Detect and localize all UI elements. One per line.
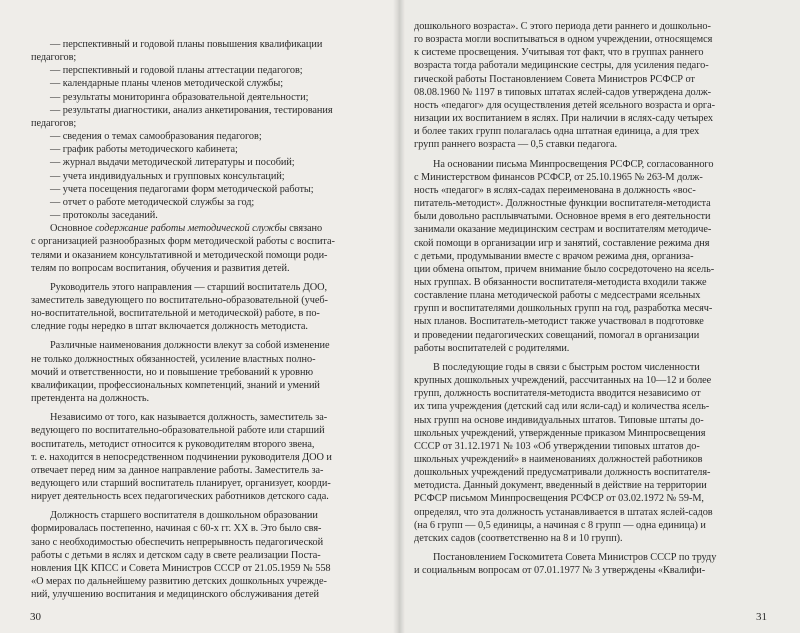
right-page (398, 0, 800, 633)
left-page (0, 0, 398, 633)
text-line: ведующего или старший воспитатель планирует, организует, коорди- (31, 478, 331, 489)
text-line: — протоколы заседаний. (50, 210, 158, 222)
text-line: мочий и ответственности, но и повышение требований к уровню (31, 366, 314, 378)
text-line: работы с детьми в яслях и детском саду в свете реализации Поста- (31, 549, 321, 561)
text-line: В последующие годы в связи с быстрым ростом численности (433, 361, 700, 373)
text-line: — результаты мониторинга образовательной деятельности; (50, 91, 309, 103)
text-line: низации их воспитанием в яслях. При наличии в яслях-саду четырех (414, 113, 713, 125)
text-line: На основании письма Минпросвещения РСФСР, согласованного (433, 158, 714, 170)
text-line: занимали оказание медицинским сестрам и воспитателям методиче- (414, 224, 712, 236)
text-line: — учета индивидуальных и групповых консультаций; (50, 170, 285, 182)
text-line: Руководитель этого направления — старший воспитатель ДОО, (50, 281, 328, 293)
text-line: отвечает перед ним за данное направление работы. Заместитель за- (31, 464, 324, 476)
text-line: СССР от 31.12.1971 № 103 «Об утверждении типовых штатов до- (414, 440, 700, 452)
text-line: с Министерством финансов РСФСР, от 25.10.1965 № 263-М долж- (414, 171, 703, 183)
text-line: ных планов. Воспитатель-методист также участвовал в подготовке (414, 316, 704, 328)
text-line (31, 222, 388, 235)
text-line: 08.08.1960 № 1197 в типовых штатах яслей-садов утверждена долж- (414, 86, 712, 98)
text-line: были довольно расплывчатыми. Основное время в его деятельности (414, 211, 711, 223)
text-line: ность «педагог» для осуществления детей ясельного возраста и орга- (414, 99, 716, 111)
text-line: ний, улучшению воспитания и медицинского обслуживания детей (31, 589, 319, 601)
text-line: го возраста могли воспитываться в одном учреждении, относящемся (414, 34, 713, 46)
text-line: формировалась постепенно, начиная с 60-х гг. XX в. Это было свя- (31, 523, 322, 535)
text-line: зано с необходимостью обеспечить непрерывность педагогической (31, 536, 324, 548)
text-line: к системе просвещения. Учитывая тот факт, что в группах раннего (414, 47, 704, 59)
text-line: и проведении педагогических совещаний, помогал в организации (414, 329, 700, 341)
text-line: новления ЦК КПСС и Совета Министров СССР от 21.05.1959 № 558 (31, 562, 331, 574)
text-line: квалификации, профессиональных компетенций, знаний и умений (31, 379, 320, 391)
book-gutter (393, 0, 405, 633)
text-line: групп раннего возраста — 0,5 ставки педагога. (414, 139, 618, 151)
text-line: РСФСР письмом Минпросвещения РСФСР от 03.02.1972 № 59-М, (414, 493, 704, 505)
text-line: телям по вопросам воспитания, обучения и развития детей. (31, 262, 290, 274)
text-line: педагогов; (31, 52, 77, 64)
text-line: школьных учреждений» в наименованиях должностей работников (414, 454, 703, 465)
text-line: ность «педагог» в яслях-садах переименована в должность «вос- (414, 184, 696, 196)
text-line: ведующего по воспитательно-образовательной работе или старший (31, 425, 325, 437)
text-line: работы воспитателей с родителями. (414, 342, 570, 354)
page-number: 31 (756, 611, 767, 623)
text-line: — график работы методического кабинета; (50, 144, 238, 156)
text-line: ных группах. В обязанности воспитателя-методиста входили также (414, 276, 707, 288)
text-line: следние годы нередко в штат включается должность методиста. (31, 321, 308, 333)
text-line: — перспективный и годовой планы аттестации педагогов; (50, 65, 303, 77)
text-run: Основное (50, 223, 96, 235)
text-line: гической работы Постановлением Совета Министров РСФСР от (414, 73, 695, 85)
text-line: педагогов; (31, 117, 77, 129)
text-line: — перспективный и годовой планы повышения квалификации (50, 39, 323, 50)
text-line: групп, должность воспитателя-методиста вводится независимо от (414, 388, 701, 400)
text-line: телями и оказанием консультативной и методической помощи роди- (31, 249, 328, 261)
text-line: т. е. находится в непосредственном подчинении руководителя ДОО и (31, 451, 332, 463)
text-line: методиста. Данный документ, введенный в действие на территории (414, 480, 707, 492)
text-line: но-воспитательной, воспитательной и методической) работе, в по- (31, 308, 320, 320)
page-number: 30 (30, 611, 41, 623)
text-line: групп и воспитателями дошкольных групп на год, разработка месяч- (414, 303, 713, 315)
emphasized-term: содержание работы методической службы (95, 223, 287, 235)
text-line: — отчет о работе методической службы за год; (50, 196, 255, 208)
text-line: составление плана методической работы с медсестрами ясельных (414, 290, 701, 302)
text-line: нирует деятельность всех педагогических работников детского сада. (31, 491, 329, 503)
text-line: Должность старшего воспитателя в дошкольном образовании (50, 510, 318, 522)
text-line: (на 6 групп — 0,5 единицы, а начиная с 8 групп — одна единица) и (414, 519, 706, 531)
text-line: дошкольных учреждений предусматривали должность воспитателя- (414, 467, 711, 479)
text-run: связано (286, 223, 323, 235)
text-line: претендента на должность. (31, 393, 150, 405)
text-line: Постановлением Госкомитета Совета Министров СССР по труду (433, 552, 717, 564)
text-line: питатель-методист». Должностные функции воспитателя-методиста (414, 198, 711, 210)
text-line: определял, что эта должность устанавливается в штатах яслей-садов (414, 506, 713, 518)
text-line: Независимо от того, как называется должность, заместитель за- (50, 412, 328, 424)
text-line: «О мерах по дальнейшему развитию детских дошкольных учрежде- (31, 576, 327, 588)
text-line: — календарные планы членов методической службы; (50, 78, 284, 90)
text-line: и социальным вопросам от 07.01.1977 № 3 утверждены «Квалифи- (414, 565, 706, 577)
text-line: не только должностных обязанностей, усиление властных полно- (31, 353, 316, 365)
text-line: — сведения о темах самообразования педагогов; (50, 131, 262, 143)
text-line: ции обмена опытом, причем внимание было сосредоточено на ясель- (414, 263, 715, 275)
text-line: — журнал выдачи методической литературы и пособий; (50, 157, 295, 169)
text-line: возраста тогда работали медицинские сестры, для усиления педаго- (414, 60, 709, 72)
text-line: и более таких групп полагалась одна штатная единица, а для трех (414, 126, 700, 138)
text-line: дошкольного возраста». С этого периода дети раннего и дошкольно- (414, 21, 711, 32)
text-line: их типа учреждения (детский сад или ясли-сад) и количества ясель- (414, 401, 710, 413)
text-line: Различные наименования должности влекут за собой изменение (50, 340, 330, 352)
text-line: школьных учреждений, утвержденные приказом Минпросвещения (414, 427, 706, 439)
text-line: ных групп на основе индивидуальных штатов. Типовые штаты до- (414, 414, 704, 426)
text-line: заместитель заведующего по воспитательно-образовательной (учеб- (31, 294, 328, 306)
text-line: детских садов (соответственно на 8 и 10 групп). (414, 532, 623, 544)
text-line: ской помощи в организации игр и занятий, составление режима дня (414, 237, 710, 249)
text-line: — учета посещения педагогами форм методической работы; (50, 183, 314, 195)
text-line: крупных дошкольных учреждений, рассчитанных на 10—12 и более (414, 375, 712, 387)
text-line: с детьми, продумывании вместе с врачом режима дня, организа- (414, 250, 694, 262)
text-line: с организацией разнообразных форм методической работы с воспита- (31, 236, 335, 248)
text-line: воспитатель, методист относится к руководителям второго звена, (31, 438, 315, 450)
text-line: — результаты диагностики, анализ анкетирования, тестирования (50, 104, 333, 116)
